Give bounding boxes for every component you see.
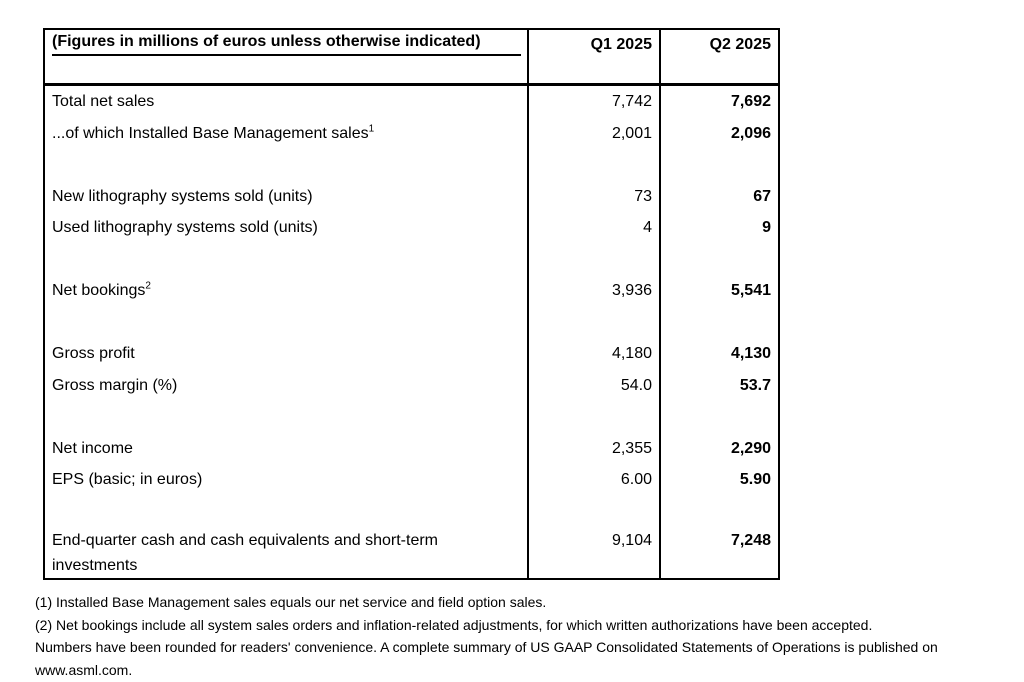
q1-value: 54.0 (527, 370, 659, 402)
q1-value: 3,936 (527, 275, 659, 307)
table-row-total-net-sales (45, 86, 778, 118)
spacer-row (45, 401, 778, 433)
q1-value: 9,104 (527, 527, 659, 578)
spacer-row (45, 244, 778, 276)
q1-value: 2,355 (527, 433, 659, 465)
spacer-row (45, 307, 778, 339)
q1-value: 4,180 (527, 338, 659, 370)
row-label: New lithography systems sold (units) (52, 187, 313, 205)
footnote-2: (2) Net bookings include all system sales orders and inflation-related adjustments, for which written authorizations have been accepted. (35, 616, 873, 633)
row-label: EPS (basic; in euros) (52, 471, 203, 488)
q1-value: 4 (527, 212, 659, 244)
spacer-row (45, 149, 778, 181)
q2-value: 5,541 (659, 275, 778, 307)
row-label: End-quarter cash and cash equivalents and short-term investments (52, 532, 438, 574)
row-label: ...of which Installed Base Management sales$^1$ (52, 123, 375, 142)
footnote-marker: 1 (368, 123, 375, 135)
header-figures-label: (Figures in millions of euros unless otherwise indicated) (52, 31, 521, 56)
header-figures-cell (45, 30, 527, 83)
table-row-net-bookings (45, 275, 778, 307)
financial-summary-table (43, 28, 780, 580)
header-col-q2: Q2 2025 (659, 30, 778, 83)
q1-value: 2,001 (527, 118, 659, 150)
table-row-installed-base-sales (45, 118, 778, 150)
q2-value: 2,096 (659, 118, 778, 150)
q2-value: 7,692 (659, 86, 778, 118)
q2-value: 7,248 (659, 527, 778, 578)
footnote-rounding-line-2: www.asml.com. (35, 661, 133, 678)
q2-value: 4,130 (659, 338, 778, 370)
table-row-end-quarter-cash (45, 527, 778, 578)
q2-value: 2,290 (659, 433, 778, 465)
row-label: Total net sales (52, 93, 155, 110)
table-row-used-litho-systems (45, 212, 778, 244)
q1-value: 7,742 (527, 86, 659, 118)
table-row-gross-margin (45, 370, 778, 402)
q2-value: 53.7 (659, 370, 778, 402)
q2-value: 5.90 (659, 464, 778, 496)
table-row-eps (45, 464, 778, 496)
q2-value: 67 (659, 181, 778, 213)
row-label: Net bookings$^2$ (52, 280, 151, 299)
footnotes-block (35, 591, 1010, 681)
q1-value: 73 (527, 181, 659, 213)
table-row-net-income (45, 433, 778, 465)
footnote-marker: 2 (145, 280, 151, 292)
footnote-1: (1) Installed Base Management sales equals our net service and field option sales. (35, 594, 547, 610)
q2-value: 9 (659, 212, 778, 244)
row-label: Used lithography systems sold (units) (52, 219, 318, 236)
table-header-row (45, 30, 778, 86)
table-row-new-litho-systems (45, 181, 778, 213)
row-label: Gross profit (52, 345, 135, 362)
row-label: Net income (52, 439, 133, 457)
footnote-rounding-line-1: Numbers have been rounded for readers' convenience. A complete summary of US GAAP Consolidated Statements of Operations is published on (35, 639, 938, 655)
row-label: Gross margin (%) (52, 376, 178, 394)
table-row-gross-profit (45, 338, 778, 370)
spacer-row (45, 496, 778, 528)
q1-value: 6.00 (527, 464, 659, 496)
header-col-q1: Q1 2025 (527, 30, 659, 83)
